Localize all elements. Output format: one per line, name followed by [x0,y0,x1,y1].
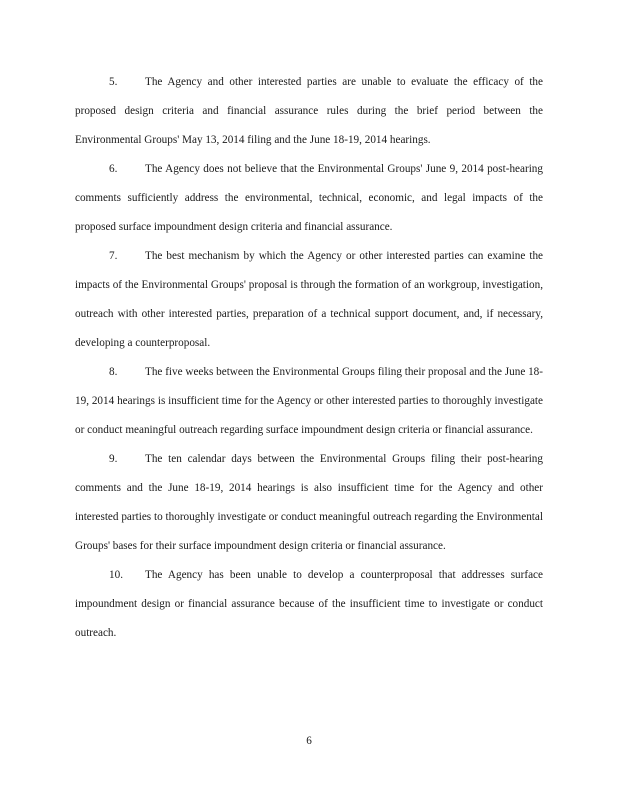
paragraph-text: The Agency and other interested parties are unable to evaluate the efficacy of the proposed design criteria and financial assurance rules during the brief period between the Environmental Groups' May 13, 2014 filing and the June 18-19, 2014 hearings. [75,76,543,146]
paragraph-text: The ten calendar days between the Environmental Groups filing their post-hearing comments and the June 18-19, 2014 hearings is also insufficient time for the Agency and other interested parties to thoroughly investigate or conduct meaningful outreach regarding the Environmental Groups' bases for their surface impoundment design criteria or financial assurance. [75,453,543,552]
paragraph-10 [75,561,543,648]
paragraph-7 [75,242,543,358]
paragraph-number: 7. [109,250,118,262]
paragraph-number: 10. [109,569,123,581]
paragraph-5 [75,68,543,155]
paragraph-text: The five weeks between the Environmental Groups filing their proposal and the June 18-19, 2014 hearings is insufficient time for the Agency or other interested parties to thoroughly investigate or conduct meaningful outreach regarding surface impoundment design criteria or financial assurance. [75,366,543,436]
paragraph-text: The Agency has been unable to develop a counterproposal that addresses surface impoundment design or financial assurance because of the insufficient time to investigate or conduct outreach. [75,569,543,639]
paragraph-number: 5. [109,76,118,88]
paragraph-number: 9. [109,453,118,465]
paragraph-8 [75,358,543,445]
page-number: 6 [306,735,312,747]
paragraph-9 [75,445,543,561]
document-body [75,68,543,648]
paragraph-number: 8. [109,366,118,378]
paragraph-text: The best mechanism by which the Agency or other interested parties can examine the impacts of the Environmental Groups' proposal is through the formation of an workgroup, investigation, outreach with other interested parties, preparation of a technical support document, and, if necessary, developing a counterproposal. [75,250,543,349]
paragraph-text: The Agency does not believe that the Environmental Groups' June 9, 2014 post-hearing comments sufficiently address the environmental, technical, economic, and legal impacts of the proposed surface impoundment design criteria and financial assurance. [75,163,543,233]
paragraph-number: 6. [109,163,118,175]
paragraph-6 [75,155,543,242]
